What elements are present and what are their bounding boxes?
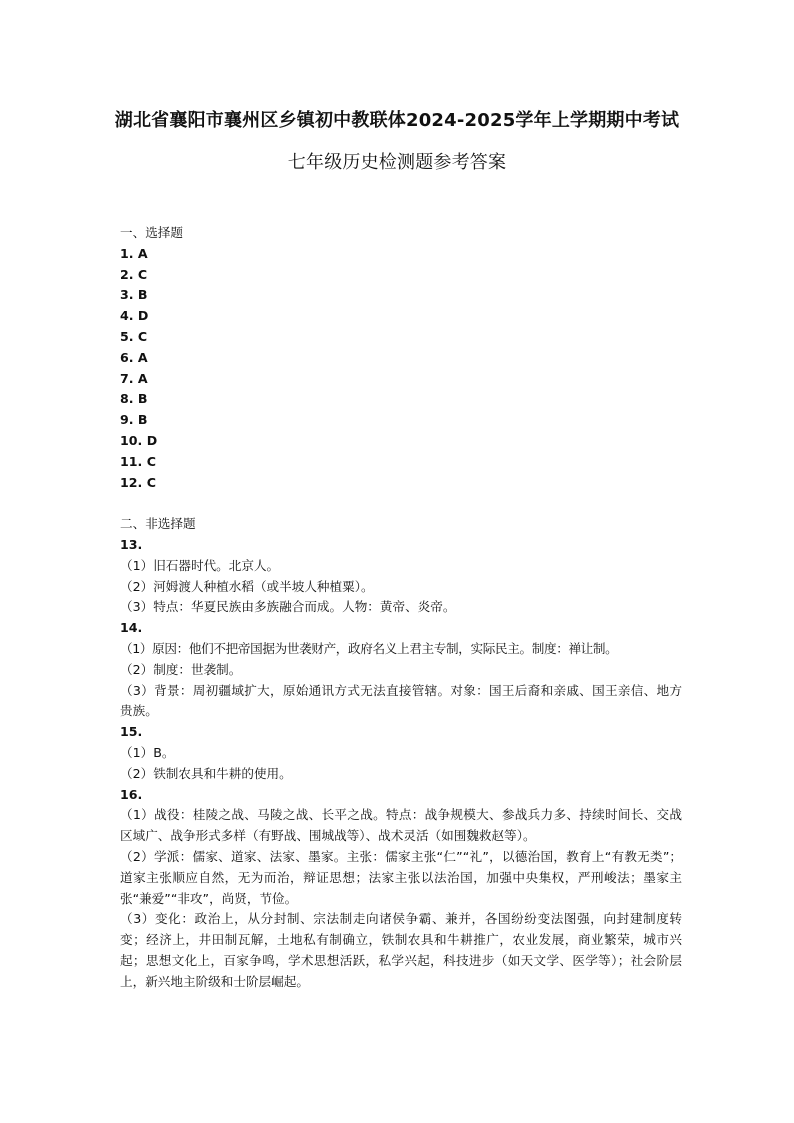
answer-paragraph: （3）变化：政治上，从分封制、宗法制走向诸侯争霸、兼并，各国纷纷变法图强，向封建制度转变；经济上，井田制瓦解，土地私有制确立，铁制农具和牛耕推广，农业发展，商业繁荣，城市兴起；思想文化上，百家争鸣，学术思想活跃，私学兴起，科技进步（如天文学、医学等）；社会阶层上，新兴地主阶级和士阶层崛起。: [120, 911, 682, 989]
question-number: 16.: [120, 786, 143, 802]
choice-answer: 12. C: [120, 474, 156, 490]
choice-answer: 10. D: [120, 432, 158, 448]
question-number: 13.: [120, 536, 143, 552]
answer-paragraph: （2）学派：儒家、道家、法家、墨家。主张：儒家主张“仁”“礼”，以德治国，教育上“有教无类”；道家主张顺应自然，无为而治，辩证思想；法家主张以法治国，加强中央集权，严刑峻法；墨家主张“兼爱”“非攻”，尚贤，节俭。: [120, 848, 682, 906]
question-number: 14.: [120, 620, 143, 636]
choice-answer: 6. A: [120, 349, 148, 365]
answer-content: [120, 223, 682, 992]
answer-paragraph: （3）背景：周初疆域扩大，原始通讯方式无法直接管辖。对象：国王后裔和亲戚、国王亲信、地方贵族。: [120, 682, 682, 719]
choice-answer: 11. C: [120, 453, 156, 469]
answer-line: （2）制度：世袭制。: [120, 661, 242, 677]
section-heading-nonchoice: 二、非选择题: [120, 516, 196, 532]
document-title: 湖北省襄阳市襄州区乡镇初中教联体2024-2025学年上学期期中考试: [114, 110, 680, 131]
answer-line: （1）旧石器时代。北京人。: [120, 557, 280, 573]
answer-line: （1）原因：他们不把帝国据为世袭财产，政府名义上君主专制，实际民主。制度：禅让制。: [120, 640, 618, 656]
answer-line: （1）B。: [120, 744, 175, 760]
document-subtitle: 七年级历史检测题参考答案: [287, 152, 507, 173]
choice-answer: 1. A: [120, 245, 148, 261]
section-spacer: [120, 493, 682, 514]
choice-answer: 9. B: [120, 412, 148, 428]
answer-line: （3）特点：华夏民族由多族融合而成。人物：黄帝、炎帝。: [120, 599, 456, 615]
choice-answer: 4. D: [120, 308, 149, 324]
question-number: 15.: [120, 724, 143, 740]
choice-answer: 3. B: [120, 287, 148, 303]
choice-answer: 5. C: [120, 328, 148, 344]
choice-answer: 2. C: [120, 266, 148, 282]
section-heading-choice: 一、选择题: [120, 225, 183, 240]
choice-answer: 8. B: [120, 391, 148, 407]
answer-line: （2）铁制农具和牛耕的使用。: [120, 765, 292, 781]
answer-line: （2）河姆渡人种植水稻（或半坡人种植粟）。: [120, 578, 374, 594]
choice-answer: 7. A: [120, 370, 148, 386]
answer-paragraph: （1）战役：桂陵之战、马陵之战、长平之战。特点：战争规模大、参战兵力多、持续时间长、交战区域广、战争形式多样（有野战、围城战等）、战术灵活（如围魏救赵等）。: [120, 807, 682, 844]
